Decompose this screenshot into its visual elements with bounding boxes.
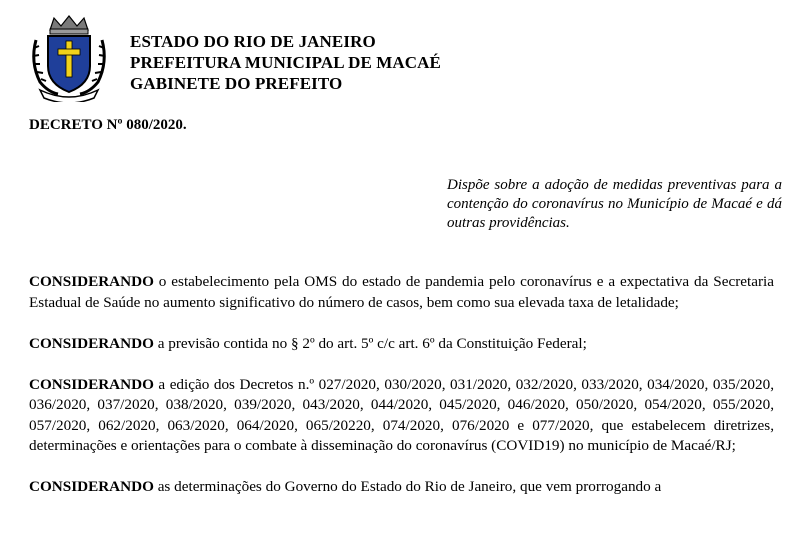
header-cabinet: GABINETE DO PREFEITO (130, 74, 343, 93)
paragraph-text: as determinações do Governo do Estado do Rio de Janeiro, que vem prorrogando a (153, 478, 662, 495)
paragraph-keyword: CONSIDERANDO (29, 478, 154, 495)
municipal-coat-of-arms-icon (28, 14, 110, 102)
considerando-paragraph (29, 272, 774, 313)
header-prefecture: PREFEITURA MUNICIPAL DE MACAÉ (130, 53, 441, 72)
paragraph-text: a previsão contida no § 2º do art. 5º c/c art. 6º da Constituição Federal; (153, 334, 587, 352)
paragraph-keyword: CONSIDERANDO (29, 273, 154, 290)
paragraph-keyword: CONSIDERANDO (29, 334, 154, 352)
paragraph-text: a edição dos Decretos n.º 027/2020, 030/2020, 031/2020, 032/2020, 033/2020, 034/2020, 035/2020, 036/2020, 037/2020, 038/2020, 039/2020, 043/2020, 044/2020, 045/2020, 046/2020, 050/2020, 054/2020, 055/2020, 057/2020, 062/2020, 063/2020, 064/2020, 065/20220, 074/2020, 076/2020 e 077/2020, que estabelecem diretrizes, determinações e orientações para o combate à disseminação do coronavírus (COVID19) no município de Macaé/RJ; (29, 375, 774, 454)
letterhead (130, 31, 441, 94)
decree-body (29, 272, 774, 518)
paragraph-keyword: CONSIDERANDO (29, 375, 154, 393)
header-state: ESTADO DO RIO DE JANEIRO (130, 32, 376, 51)
considerando-paragraph (29, 477, 774, 498)
decree-summary: Dispõe sobre a adoção de medidas preventivas para a contenção do coronavírus no Município de Macaé e dá outras providências. (447, 177, 782, 231)
considerando-paragraph (29, 334, 774, 355)
decree-title: DECRETO Nº 080/2020. (29, 117, 187, 133)
paragraph-text: o estabelecimento pela OMS do estado de pandemia pelo coronavírus e a expectativa da Secretaria Estadual de Saúde no aumento significativo do número de casos, bem como sua elevada taxa de letalidade; (29, 273, 774, 311)
considerando-paragraph (29, 375, 774, 457)
